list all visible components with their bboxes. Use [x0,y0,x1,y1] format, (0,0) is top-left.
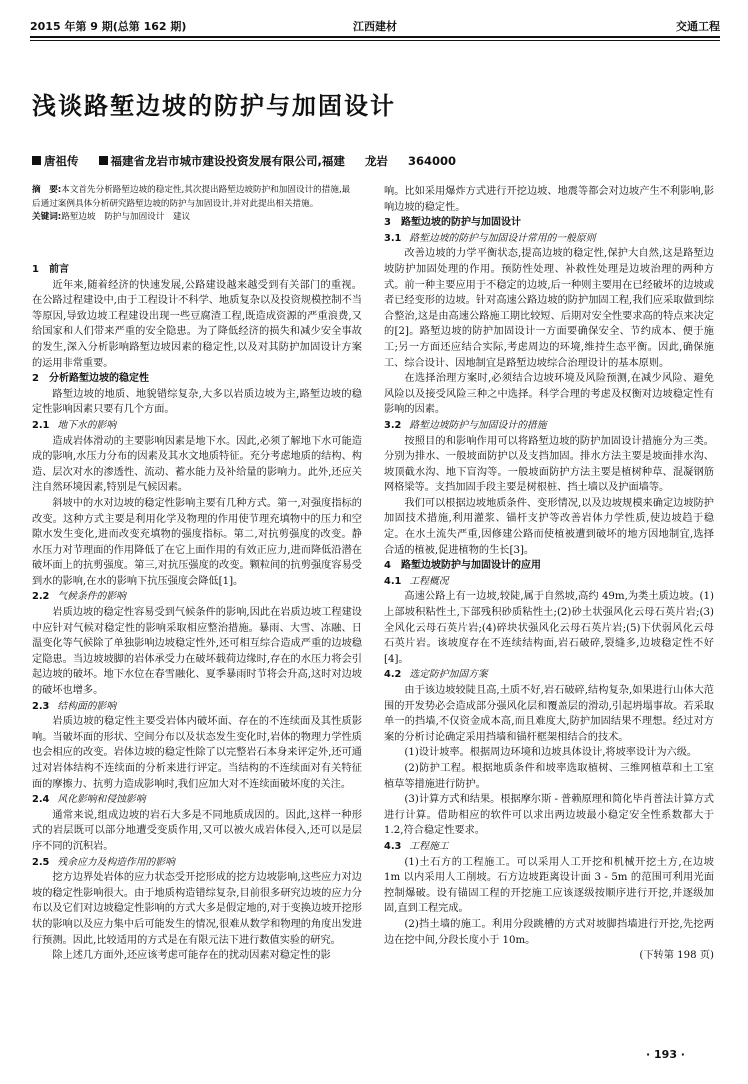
subsection-title: 选定防护加固方案 [409,669,488,681]
subsection-title: 工程施工 [409,840,449,852]
body-paragraph: (2)防护工程。根据地质条件和坡率选取植树、三维网植草和土工室植草等措施进行防护。 [384,762,714,790]
subsection-heading [32,418,362,434]
body-paragraph: 岩质边坡的稳定性容易受到气候条件的影响,因此在岩质边坡工程建设中应针对气候对稳定性的影响采取相应整治措施。暴雨、大雪、冻融、日温变化等气候除了单独影响边坡稳定性外,还可相互综合造成严重的边坡稳定隐患。当边坡坡脚的岩体承受力在破坏载荷边缘时,存在的水压力将会引起边坡的破坏。地下水位在春雪融化、夏季暴雨时节将会升高,这时对边坡的破坏也增多。 [32,607,362,697]
abstract-text: 本文首先分析路堑边坡的稳定性,其次提出路堑边坡防护和加固设计的措施,最后通过案例具体分析研究路堑边坡的防护与加固设计,并对此提出相关措施。 [32,185,351,209]
abstract [32,184,354,211]
article-title: 浅谈路堑边坡的防护与加固设计 [32,92,396,120]
body-paragraph: 高速公路上有一边坡,较陡,属于自然坡,高约 49m,为类土质边坡。(1)上部坡积粘性土,下部残积砂质粘性土;(2)砂土状强风化云母石英片岩;(3)全风化云母石英片岩;(4)碎块状强风化云母石英片岩;(5)下伏弱风化云母石英片岩。该坡度存在不连续结构面,岩石破碎,裂缝多,边坡稳定性不好[4]。 [384,591,714,665]
continuation-note: (下转第 198 页) [639,950,714,962]
subsection-title: 工程概况 [409,575,449,587]
page-number: · 193 · [646,1048,685,1061]
section-heading: 4 路堑边坡防护与加固设计的应用 [384,560,541,572]
body-paragraph: 斜坡中的水对边坡的稳定性影响主要有几种方式。第一,对强度指标的改变。这种方式主要是利用化学及物理的作用使节理充填物中的压力和空隙水发生变化,进而改变充填物的强度指标。第二,对抗剪强度的改变。静水压力对节理面的作用降低了在它上面作用的有效正应力,进而降低沿潜在破坏面上的抗剪强度。第三,对抗压强度的改变。颗粒间的抗剪强度容易受到水的影响,在水的影响下抗压强度会降低[1]。 [32,497,362,587]
body-paragraph: 由于该边坡较陡且高,土质不好,岩石破碎,结构复杂,如果进行山体大范围的开发势必会造成部分强风化层和覆盖层的滑动,引起坍塌事故。若采取单一的挡墙,不仅资金成本高,而且难度大,防护加固结果不理想。经过对方案的分析讨论确定采用挡墙和锚杆框架相结合的技术。 [384,685,714,743]
subsection-heading [32,699,362,715]
body-paragraph: 除上述几方面外,还应该考虑可能存在的扰动因素对稳定性的影 [52,950,331,962]
section-heading: 2 分析路堑边坡的稳定性 [32,373,149,385]
subsection-title: 地下水的影响 [57,419,117,431]
keywords [32,211,354,225]
issue-info: 2015 年第 9 期(总第 162 期) [30,20,187,33]
subsection-number: 2.1 [32,419,50,431]
subsection-number: 2.2 [32,591,50,603]
subsection-heading [384,839,714,855]
body-paragraph: (1)土石方的工程施工。可以采用人工开挖和机械开挖土方,在边坡 1m 以内采用人工削坡。石方边坡距离设计面 3 - 5m 的范围可利用光面控制爆破。设有锚固工程的开挖施工应该逐级按顺序进行开挖,并逐级加固,直到工程完成。 [384,856,714,915]
abstract-block [32,184,354,225]
bullet-square-icon [32,156,41,165]
abstract-label: 摘 要: [32,185,62,195]
author-line [32,153,456,169]
author-affiliation: 福建省龙岩市城市建设投资发展有限公司,福建 [110,154,345,168]
body-paragraph: (1)设计坡率。根据周边环境和边坡具体设计,将坡率设计为六级。 [404,747,698,759]
body-paragraph: 近年来,随着经济的快速发展,公路建设越来越受到有关部门的重视。在公路过程建设中,由于工程设计不科学、地质复杂以及投资规模控制不当等原因,导致边坡工程建设出现一些豆腐渣工程,既造成资源的严重浪费,又给国家和人们带来严重的安全隐患。为了降低经济的损失和减少安全事故的发生,深入分析影响路堑边坡因素的稳定性,以及对其防护加固设计方案的运用非常重要。 [32,279,362,369]
subsection-title: 气候条件的影响 [57,591,126,603]
keywords-text: 路堑边坡 防护与加固设计 建议 [61,212,191,222]
subsection-number: 4.2 [384,669,402,681]
running-header [30,12,720,38]
header-rule-thin [30,40,720,41]
author-name: 唐祖传 [44,154,79,168]
body-paragraph: 改善边坡的力学平衡状态,提高边坡的稳定性,保护大自然,这是路堑边坡防护加固处理的作用。预防性处理、补救性处理是边坡治理的两种方式。前一种主要应用于不稳定的边坡,后一种则主要用在已经破坏的边坡或者已经变形的边坡。针对高速公路边坡的防护加固工程,我们应采取做到综合整治,这是由高速公路施工期比较短、后期对安全性要求高的特点来决定的[2]。路堑边坡的防护加固设计一方面要确保安全、节约成本、便于施工;另一方面还应结合实际,考虑周边的环境,维持生态平衡。因此,确保施工、综合设计、因地制宜是路堑边坡综合治理设计的基本原则。 [384,248,714,369]
author-city: 龙岩 [364,154,388,168]
body-paragraph: 路堑边坡的地质、地貌错综复杂,大多以岩质边坡为主,路堑边坡的稳定性影响因素只要有几个方面。 [32,388,362,416]
subsection-title: 路堑边坡的防护与加固设计常用的一般原则 [409,232,596,244]
subsection-heading [384,574,714,590]
left-column [32,262,362,964]
subsection-heading [32,855,362,871]
section-name: 交通工程 [676,20,720,33]
subsection-title: 结构面的影响 [57,700,117,712]
header-rule [30,36,720,38]
body-paragraph: 挖方边界处岩体的应力状态受开挖形成的挖方边坡影响,这些应力对边坡的稳定性影响很大。由于地质构造错综复杂,目前很多研究边坡的应力分布以及它们对边坡稳定性影响的方式大多是假定地的,对于变换边坡开挖形状的影响以及应力集中后可能发生的情况,很难从数学和物理的角度出发进行预测。因此,比较适用的方式是在有限元法下进行数值实验的研究。 [32,872,362,946]
subsection-heading [32,589,362,605]
body-paragraph: (3)计算方式和结果。根据摩尔斯 - 普赖原理和简化毕肖普法计算方式进行计算。借助相应的软件可以求出两边坡最小稳定安全性系数都大于 1.2,符合稳定性要求。 [384,794,714,837]
subsection-title: 风化影响和侵蚀影响 [57,794,146,806]
subsection-number: 3.2 [384,419,402,431]
keywords-label: 关键词: [32,212,62,222]
subsection-number: 4.3 [384,840,402,852]
body-paragraph: 岩质边坡的稳定性主要受岩体内破坏面、存在的不连续面及其性质影响。当破坏面的形状、空间分布以及状态发生变化时,岩体的物理力学性质也会相应的改变。岩体边坡的稳定性除了以完整岩石本身来评定外,还可通过对岩体结构不连续面的分析来进行评定。当结构的不连续面对有关特征面的摩擦力、抗剪力造成影响时,我们应加大对不连续面破坏度的关注。 [32,716,362,790]
subsection-heading [384,667,714,683]
subsection-number: 4.1 [384,575,402,587]
subsection-heading [384,231,714,247]
subsection-title: 路堑边坡防护与加固设计的措施 [409,419,547,431]
subsection-number: 2.4 [32,794,50,806]
journal-name: 江西建材 [353,20,397,33]
subsection-number: 3.1 [384,232,402,244]
subsection-heading [384,418,714,434]
author-postcode: 364000 [407,154,456,168]
right-column [384,184,714,964]
body-paragraph: (2)挡土墙的施工。利用分段跳槽的方式对坡脚挡墙进行开挖,先挖两边在挖中间,分段长度小于 10m。 [384,918,714,946]
subsection-number: 2.5 [32,856,50,868]
bullet-square-icon [99,156,108,165]
body-paragraph: 在选择治理方案时,必须结合边坡环境及风险预测,在减少风险、避免风险以及接受风险三种之中选择。科学合理的考虑及权衡对边坡稳定性有影响的因素。 [384,373,714,416]
body-paragraph: 我们可以根据边坡地质条件、变形情况,以及边坡规模来确定边坡防护加固技术措施,利用灌浆、锚杆支护等改善岩体力学性质,使边坡趋于稳定。在水土流失严重,因修建公路而使植被遭到破坏的地方因地制宜,选择合适的植被,促进植物的生长[3]。 [384,497,714,556]
body-paragraph: 通常来说,组成边坡的岩石大多是不同地质成因的。因此,这样一种形式的岩层既可以部分地遭受变质作用,又可以被火成岩体侵入,还可以是层序不同的沉积岩。 [32,809,362,852]
subsection-heading [32,792,362,808]
subsection-title: 残余应力及构造作用的影响 [57,856,175,868]
body-paragraph: 响。比如采用爆炸方式进行开挖边坡、地震等都会对边坡产生不利影响,影响边坡的稳定性。 [384,186,714,213]
body-paragraph: 按照目的和影响作用可以将路堑边坡的防护加固设计措施分为三类。分别为排水、一般坡面防护以及支挡加固。排水方法主要是坡面排水沟、坡顶截水沟、地下盲沟等。一般坡面防护方法主要是植树种草、混凝钢筋网格梁等。支挡加固手段主要是树根桩、挡土墙以及护面墙等。 [384,435,714,494]
body-paragraph: 造成岩体滑动的主要影响因素是地下水。因此,必须了解地下水可能造成的影响,水压力分布的因素及其水文地质特征。充分考虑地质的结构、构造、层次对水的渗透性、流动、蓄水能力及补给量的影响力。此外,还应关注自然环境因素,特别是气候因素。 [32,435,362,494]
section-heading: 1 前言 [32,264,69,275]
section-heading: 3 路堑边坡的防护与加固设计 [384,217,521,229]
subsection-number: 2.3 [32,700,50,712]
